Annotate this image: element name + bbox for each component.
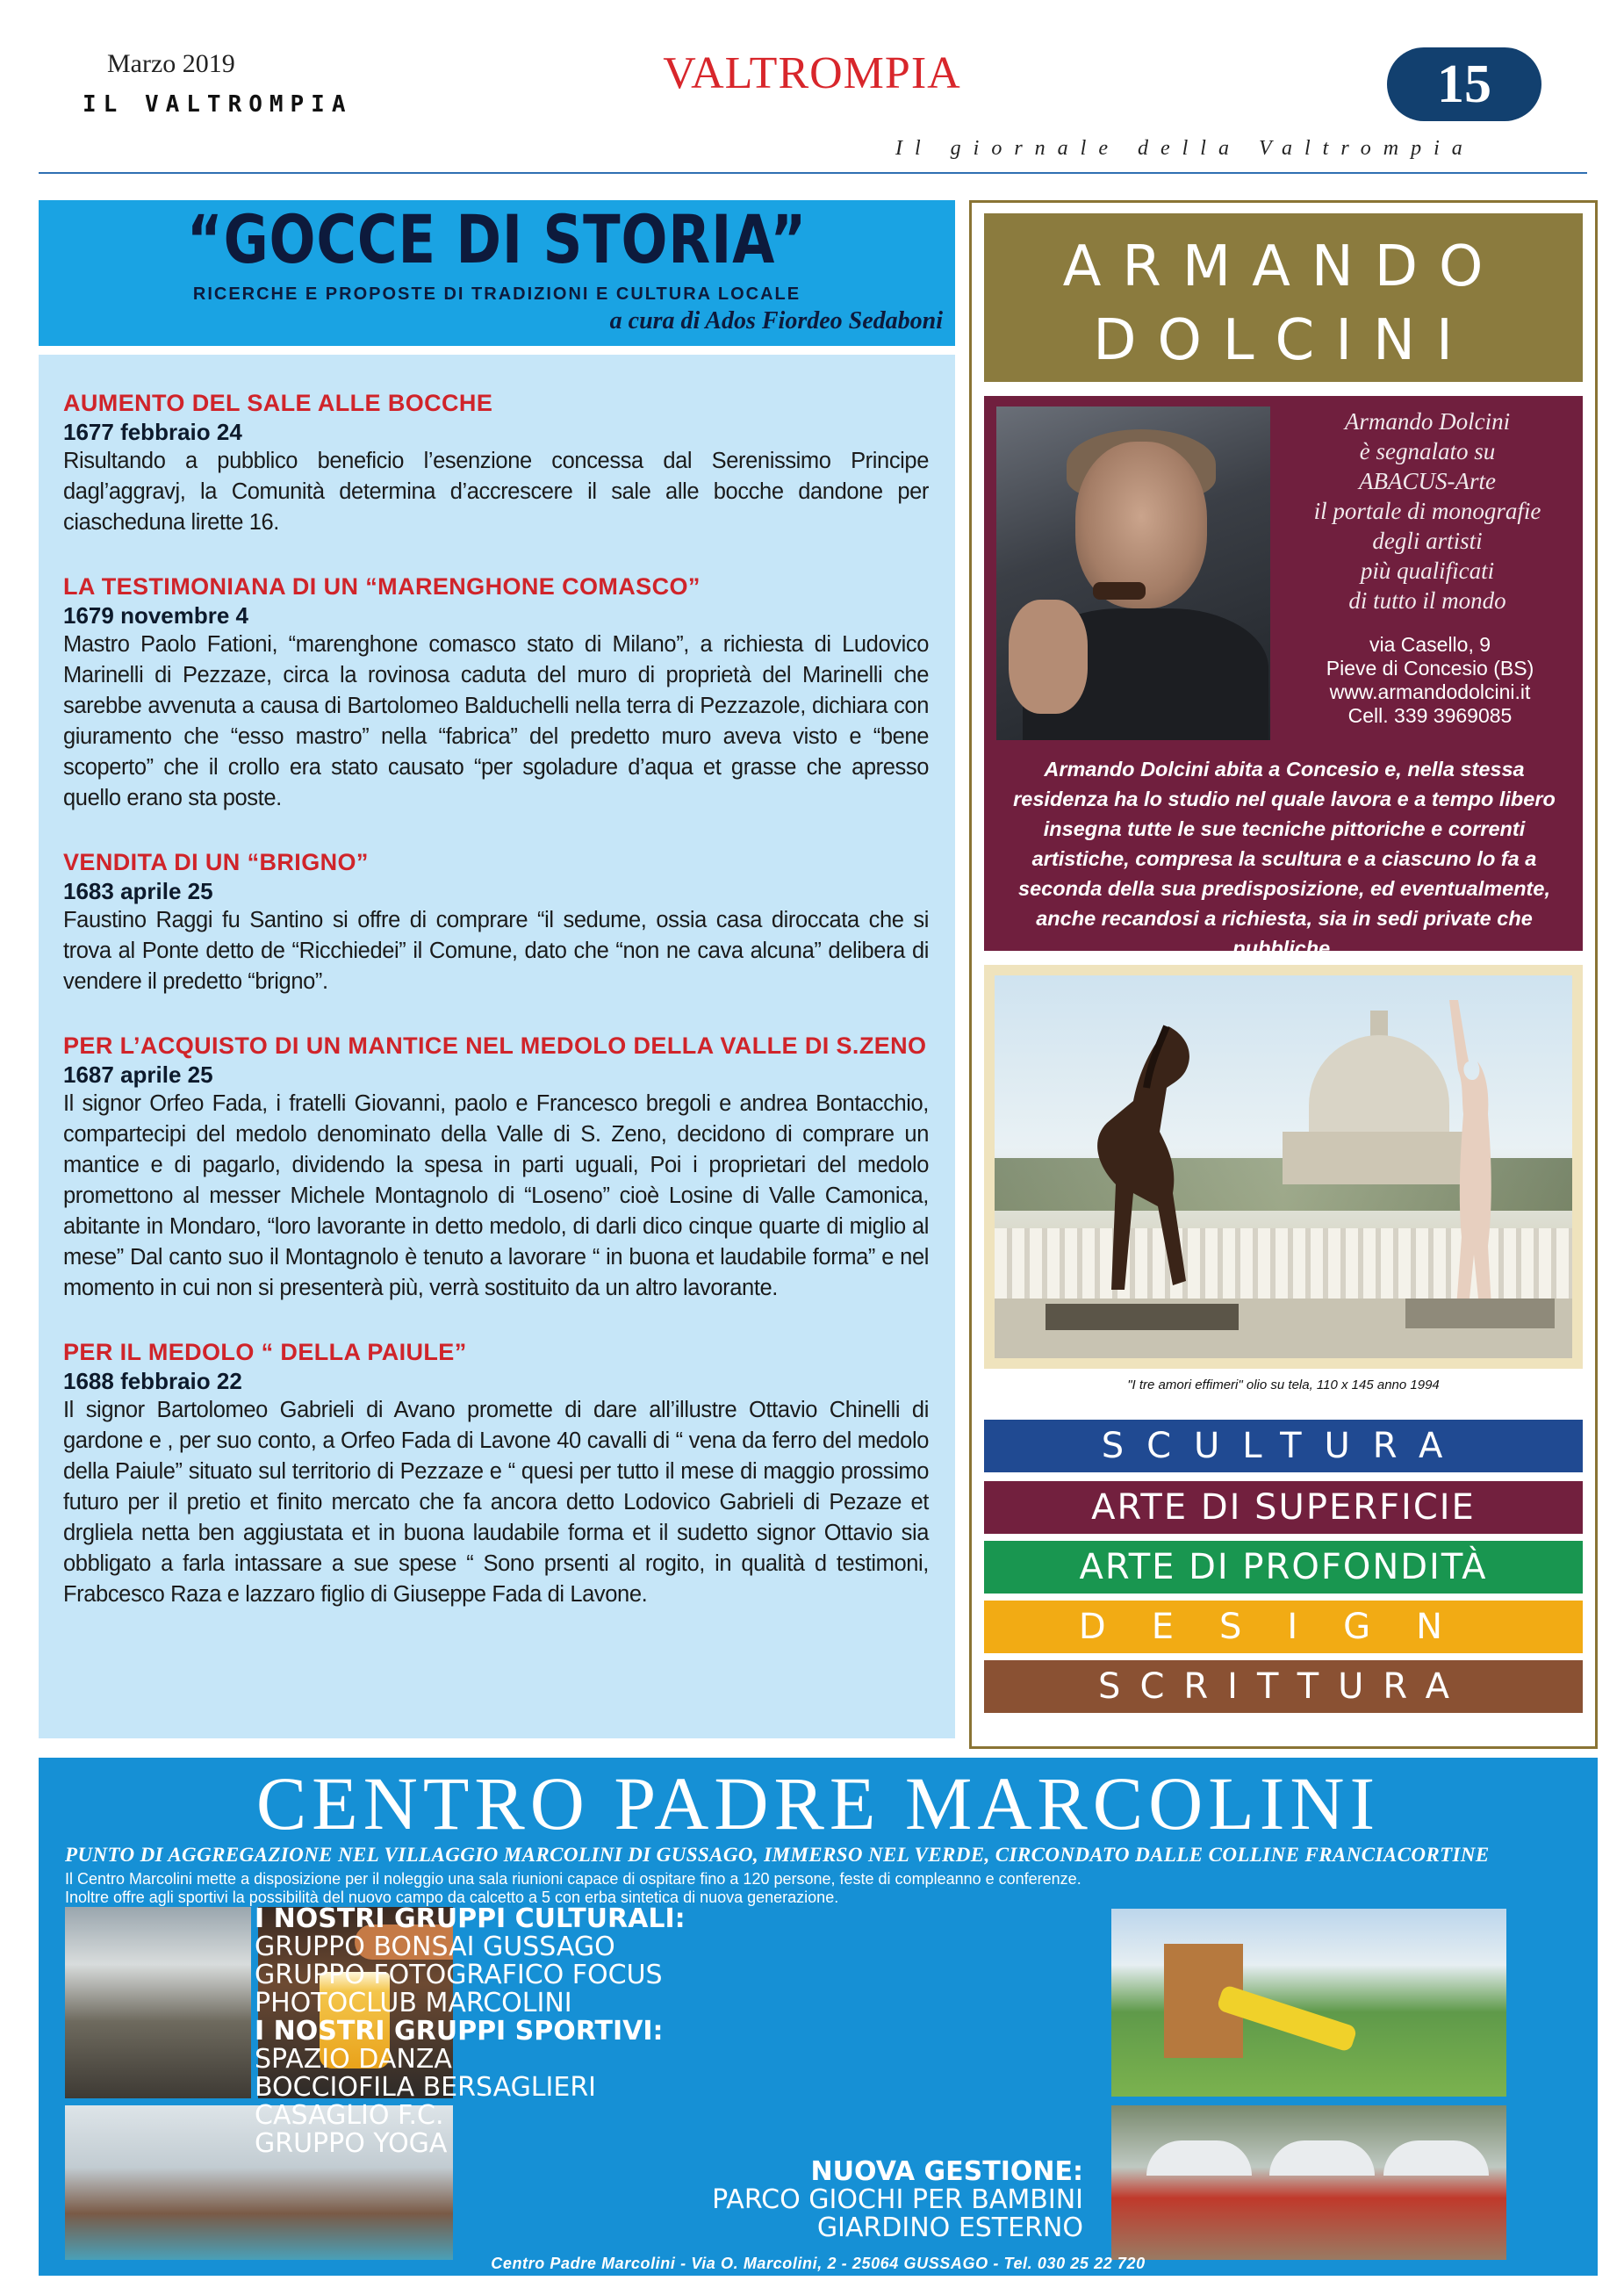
page-number: 15 bbox=[1387, 47, 1541, 121]
cultural-group-item: GRUPPO BONSAI GUSSAGO bbox=[255, 1932, 615, 1962]
gocce-author: a cura di Ados Fiordeo Sedaboni bbox=[609, 307, 943, 335]
article-item bbox=[63, 572, 929, 814]
contact-town: Pieve di Concesio (BS) bbox=[1326, 657, 1534, 680]
abacus-line: ABACUS-Arte bbox=[1359, 468, 1496, 494]
abacus-note bbox=[1283, 406, 1572, 615]
category-bar-scrittura: SCRITTURA bbox=[984, 1660, 1583, 1713]
gocce-subtitle: RICERCHE E PROPOSTE DI TRADIZIONI E CULTURA LOCALE bbox=[192, 284, 801, 304]
abacus-line: degli artisti bbox=[1372, 528, 1483, 554]
marcolini-title: CENTRO PADRE MARCOLINI bbox=[255, 1761, 1381, 1845]
article-title: PER IL MEDOLO “ DELLA PAIULE” bbox=[63, 1339, 467, 1365]
marcolini-advert bbox=[39, 1758, 1598, 2276]
abacus-line: Armando Dolcini bbox=[1344, 408, 1511, 435]
abacus-line: il portale di monografie bbox=[1313, 498, 1541, 524]
new-management-heading: NUOVA GESTIONE: bbox=[810, 2156, 1083, 2187]
paper-tagline: Il giornale della Valtrompia bbox=[895, 137, 1475, 160]
article-title: PER L’ACQUISTO DI UN MANTICE NEL MEDOLO DELLA VALLE DI S.ZENO bbox=[63, 1032, 927, 1059]
artist-name-banner bbox=[984, 213, 1583, 382]
category-bar-design: DESIGN bbox=[984, 1601, 1583, 1653]
article-item bbox=[63, 1337, 929, 1610]
new-management bbox=[399, 2158, 1083, 2242]
painting-image bbox=[984, 965, 1583, 1369]
painting-caption: "I tre amori effimeri" olio su tela, 110 x 145 anno 1994 bbox=[1127, 1378, 1440, 1392]
new-management-item: PARCO GIOCHI PER BAMBINI bbox=[712, 2184, 1083, 2215]
dolcini-advert bbox=[969, 200, 1598, 1749]
article-date: 1683 aprile 25 bbox=[63, 878, 213, 904]
groups-list bbox=[255, 1905, 746, 2158]
new-management-item: GIARDINO ESTERNO bbox=[816, 2212, 1083, 2243]
article-text: Risultando a pubblico beneficio l’esenzione concessa dal Serenissimo Principe dagl’aggravj, la Comunità determina d’accrescere il sale alle bocche dandone per ciascheduna lirette 16. bbox=[63, 449, 929, 535]
abacus-line: è segnalato su bbox=[1359, 438, 1496, 464]
section-title: VALTROMPIA bbox=[663, 48, 961, 98]
article-item bbox=[63, 847, 929, 997]
artist-first-name: ARMANDO bbox=[1062, 234, 1505, 299]
article-item bbox=[63, 1031, 929, 1304]
artist-portrait-photo bbox=[996, 406, 1270, 740]
contact-phone: Cell. 339 3969085 bbox=[1347, 704, 1513, 727]
article-title: LA TESTIMONIANA DI UN “MARENGHONE COMASCO” bbox=[63, 573, 701, 600]
cultural-group-item: GRUPPO FOTOGRAFICO FOCUS bbox=[255, 1960, 663, 1990]
artist-contact bbox=[1281, 633, 1579, 728]
sport-group-item: CASAGLIO F.C. bbox=[255, 2100, 444, 2131]
cultural-group-item: PHOTOCLUB MARCOLINI bbox=[255, 1988, 572, 2018]
marcolini-address: Centro Padre Marcolini - Via O. Marcolini, 2 - 25064 GUSSAGO - Tel. 030 25 22 720 bbox=[491, 2255, 1146, 2272]
bar-interior-photo bbox=[65, 1907, 251, 2098]
sport-group-item: BOCCIOFILA BERSAGLIERI bbox=[255, 2072, 597, 2103]
sport-groups-heading: I NOSTRI GRUPPI SPORTIVI: bbox=[255, 2016, 664, 2047]
category-bar-scultura: SCULTURA bbox=[984, 1420, 1583, 1472]
article-date: 1679 novembre 4 bbox=[63, 602, 249, 629]
article-title: VENDITA DI UN “BRIGNO” bbox=[63, 849, 369, 875]
sport-group-item: SPAZIO DANZA bbox=[255, 2044, 452, 2075]
article-title: AUMENTO DEL SALE ALLE BOCCHE bbox=[63, 390, 493, 416]
article-date: 1677 febbraio 24 bbox=[63, 419, 242, 445]
article-text: Mastro Paolo Fationi, “marenghone comasco stato di Milano”, a richiesta di Ludovico Marinelli di Pezzaze, circa la rovinosa caduta del muro di proprietà del Marinelli che sarebbe avvenuta a causa di Bartolomeo Balduchelli nella terra di Pezzazole, dichiara con giuramento che “esso mastro” nella “fabrica” del predetto muro aveva visto e “bene scoperto” che il crollo era stato causato “per sgoladure d’aqua et grasse che apresso quello erano sta poste. bbox=[63, 632, 929, 810]
issue-date: Marzo 2019 bbox=[107, 49, 235, 78]
rearing-horse-figure bbox=[1063, 1018, 1221, 1307]
paper-name: IL VALTROMPIA bbox=[83, 91, 353, 118]
artist-info-panel bbox=[984, 396, 1583, 960]
article-text: Faustino Raggi fu Santino si offre di comprare “il sedume, ossia casa diroccata che si trova al Ponte detto de “Ricchiedei” il Comune, dato che “non ne cava alcuna” delibera di vendere il predetto “brigno”. bbox=[63, 908, 929, 994]
article-date: 1688 febbraio 22 bbox=[63, 1368, 242, 1394]
article-item bbox=[63, 388, 929, 538]
category-bar-arte-superficie: ARTE DI SUPERFICIE bbox=[984, 1481, 1583, 1534]
article-text: Il signor Bartolomeo Gabrieli di Avano promette di dare all’illustre Ottavio Chinelli di gardone e , per suo conto, a Orfeo Fada di Lavone 40 cavalli di “ vena da ferro del medolo della Paiule” situato sul territorio di Pezzaze e “ quesi per tutto il mese di maggio prossimo futuro per il pretio et finito mercato che fa ancora detto Lodovico Gabrieli di Pezaze et drgliela netta ben aggiustata et in buona laudabile forma et il sudetto signor Ottavio sia obbligato a farla intassare a sue spese “ Sono prsenti al rogito, in qualità d testimoni, Frabcesco Raza e lazzaro figlio di Giuseppe Fada di Lavone. bbox=[63, 1398, 929, 1607]
playground-photo bbox=[1111, 1909, 1506, 2097]
category-bar-arte-profondita: ARTE DI PROFONDITÀ bbox=[984, 1541, 1583, 1594]
sport-group-item: GRUPPO YOGA bbox=[255, 2128, 448, 2159]
marcolini-intro bbox=[65, 1870, 1575, 1907]
article-text: Il signor Orfeo Fada, i fratelli Giovanni, paolo e Francesco bregoli e andrea Bontacchio, compartecipi del medolo denominato della Valle di S. Zeno, decidono di comprare un mantice e di pagarlo, dividendo la spesa in parti uguali, Poi i proprietari del medolo promettono al messer Michele Montagnolo di “Loseno” cioè Losine di Valle Camonica, abitante in Mondaro, “loro lavorante in detto medolo, di darli dico cinque quarte di miglio al mese” Dal canto suo il Montagnolo è tenuto a lavorare “ in buona et laudabile forma” e nel momento in cui non si presenterà più, verrà sostituito da un altro lavorante. bbox=[63, 1091, 929, 1300]
contact-address: via Casello, 9 bbox=[1369, 633, 1491, 656]
artist-description: Armando Dolcini abita a Concesio e, nella stessa residenza ha lo studio nel quale lavora e a tempo libero insegna tutte le sue tecniche pittoriche e correnti artistiche, compresa la scultura e a ciascuno lo fa a seconda della sua predisposizione, ed eventualmente, anche recandosi a richiesta, sia in sedi private che pubbliche. bbox=[1013, 758, 1556, 960]
contact-website[interactable]: www.armandodolcini.it bbox=[1329, 680, 1531, 703]
gocce-header bbox=[39, 200, 955, 346]
nude-figure bbox=[1423, 1000, 1528, 1316]
garden-terrace-photo bbox=[1111, 2105, 1506, 2260]
marcolini-tagline: PUNTO DI AGGREGAZIONE NEL VILLAGGIO MARCOLINI DI GUSSAGO, IMMERSO NEL VERDE, CIRCONDATO DALLE COLLINE FRANCIACORTINE bbox=[65, 1844, 1490, 1866]
gocce-title: “GOCCE DI STORIA” bbox=[186, 200, 808, 278]
artist-last-name: DOLCINI bbox=[1093, 308, 1474, 373]
abacus-line: di tutto il mondo bbox=[1348, 587, 1506, 614]
gocce-articles bbox=[39, 355, 955, 1738]
cultural-groups-heading: I NOSTRI GRUPPI CULTURALI: bbox=[255, 1903, 686, 1934]
abacus-line: più qualificati bbox=[1360, 558, 1495, 584]
masthead-rule bbox=[39, 172, 1587, 174]
intro-line: Il Centro Marcolini mette a disposizione per il noleggio una sala riunioni capace di ospitare fino a 120 persone, feste di compleanno e conferenze. bbox=[65, 1870, 1081, 1888]
intro-line: Inoltre offre agli sportivi la possibilità del nuovo campo da calcetto a 5 con erba sintetica di nuova generazione. bbox=[65, 1889, 839, 1906]
article-date: 1687 aprile 25 bbox=[63, 1061, 213, 1088]
